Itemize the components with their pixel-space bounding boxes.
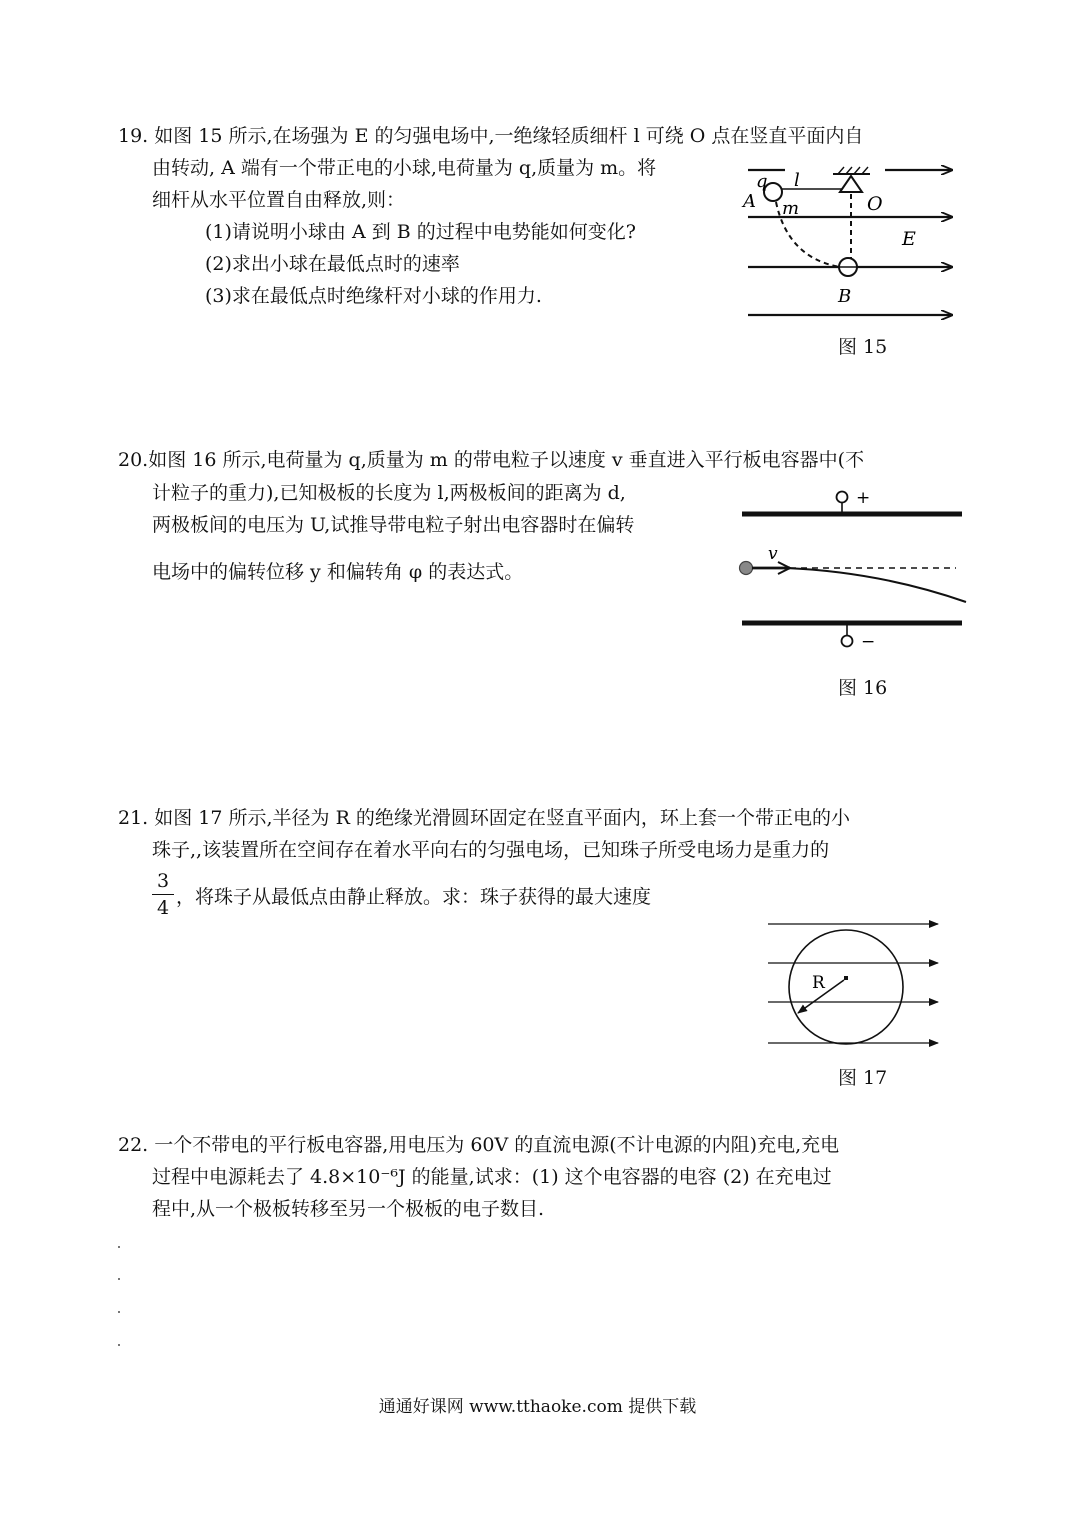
fraction-numerator: 3 [156, 870, 170, 892]
label-v: v [768, 544, 778, 564]
particle [740, 562, 753, 575]
figure-16-caption: 图 16 [838, 677, 888, 699]
label-e: E [902, 228, 916, 250]
margin-mark [118, 1344, 120, 1346]
fraction-denominator: 4 [156, 897, 170, 919]
q19-sub-3: (3)求在最低点时绝缘杆对小球的作用力. [205, 285, 542, 307]
q20-line-3: 两极板间的电压为 U,试推导带电粒子射出电容器时在偏转 [152, 514, 635, 536]
label-o: O [867, 193, 883, 215]
label-r: R [812, 973, 825, 993]
margin-mark [118, 1278, 120, 1280]
label-q: q [756, 171, 768, 192]
label-plus: + [856, 488, 871, 508]
label-a: A [743, 191, 756, 212]
q19-line-3: 细杆从水平位置自由释放,则： [152, 189, 406, 211]
field-line [768, 924, 938, 1043]
q19-line-1: 19. 如图 15 所示,在场强为 E 的匀强电场中,一绝缘轻质细杆 l 可绕 O 点在竖直平面内自 [118, 125, 864, 147]
q19-line-2: 由转动, A 端有一个带正电的小球,电荷量为 q,质量为 m。将 [152, 157, 657, 179]
q21-line-2: 珠子,,该装置所在空间存在着水平向右的匀强电场，已知珠子所受电场力是重力的 [152, 839, 830, 861]
q22-line-1: 22. 一个不带电的平行板电容器,用电压为 60V 的直流电源(不计电源的内阻)充电,充电 [118, 1134, 840, 1156]
label-m: m [782, 198, 800, 219]
terminal-minus [842, 636, 853, 647]
q19-sub-1: (1)请说明小球由 A 到 B 的过程中电势能如何变化? [205, 221, 636, 243]
q22-line-3: 程中,从一个极板转移至另一个极板的电子数目. [152, 1198, 545, 1220]
figure-16 [730, 480, 970, 660]
footer-text: 通通好课网 www.tthaoke.com 提供下载 [378, 1397, 697, 1417]
label-b: B [838, 286, 852, 307]
q19-sub-2: (2)求出小球在最低点时的速率 [205, 253, 460, 275]
q20-line-1: 20.如图 16 所示,电荷量为 q,质量为 m 的带电粒子以速度 v 垂直进入平行板电容器中(不 [118, 449, 865, 471]
figure-15-caption: 图 15 [838, 336, 888, 358]
deflection-path [786, 568, 966, 602]
fraction-3-4 [152, 870, 174, 919]
q20-line-2: 计粒子的重力),已知极板的长度为 l,两极板间的距离为 d, [152, 482, 626, 504]
margin-mark [118, 1246, 120, 1248]
label-l: l [794, 170, 800, 191]
margin-mark [118, 1311, 120, 1313]
q22-line-2: 过程中电源耗去了 4.8×10⁻⁶J 的能量,试求：(1) 这个电容器的电容 (2) 在充电过 [152, 1166, 832, 1188]
q21-line-1: 21. 如图 17 所示,半径为 R 的绝缘光滑圆环固定在竖直平面内，环上套一个带正电的小 [118, 807, 850, 829]
q20-line-4: 电场中的偏转位移 y 和偏转角 φ 的表达式。 [152, 561, 524, 583]
figure-17 [760, 910, 950, 1055]
label-minus: − [861, 632, 876, 652]
ring [789, 930, 903, 1044]
q21-line-3: ，将珠子从最低点由静止释放。求：珠子获得的最大速度 [176, 886, 652, 908]
pivot-icon [840, 176, 862, 192]
figure-15 [730, 150, 970, 340]
figure-17-caption: 图 17 [838, 1067, 888, 1089]
terminal-plus [837, 492, 848, 503]
